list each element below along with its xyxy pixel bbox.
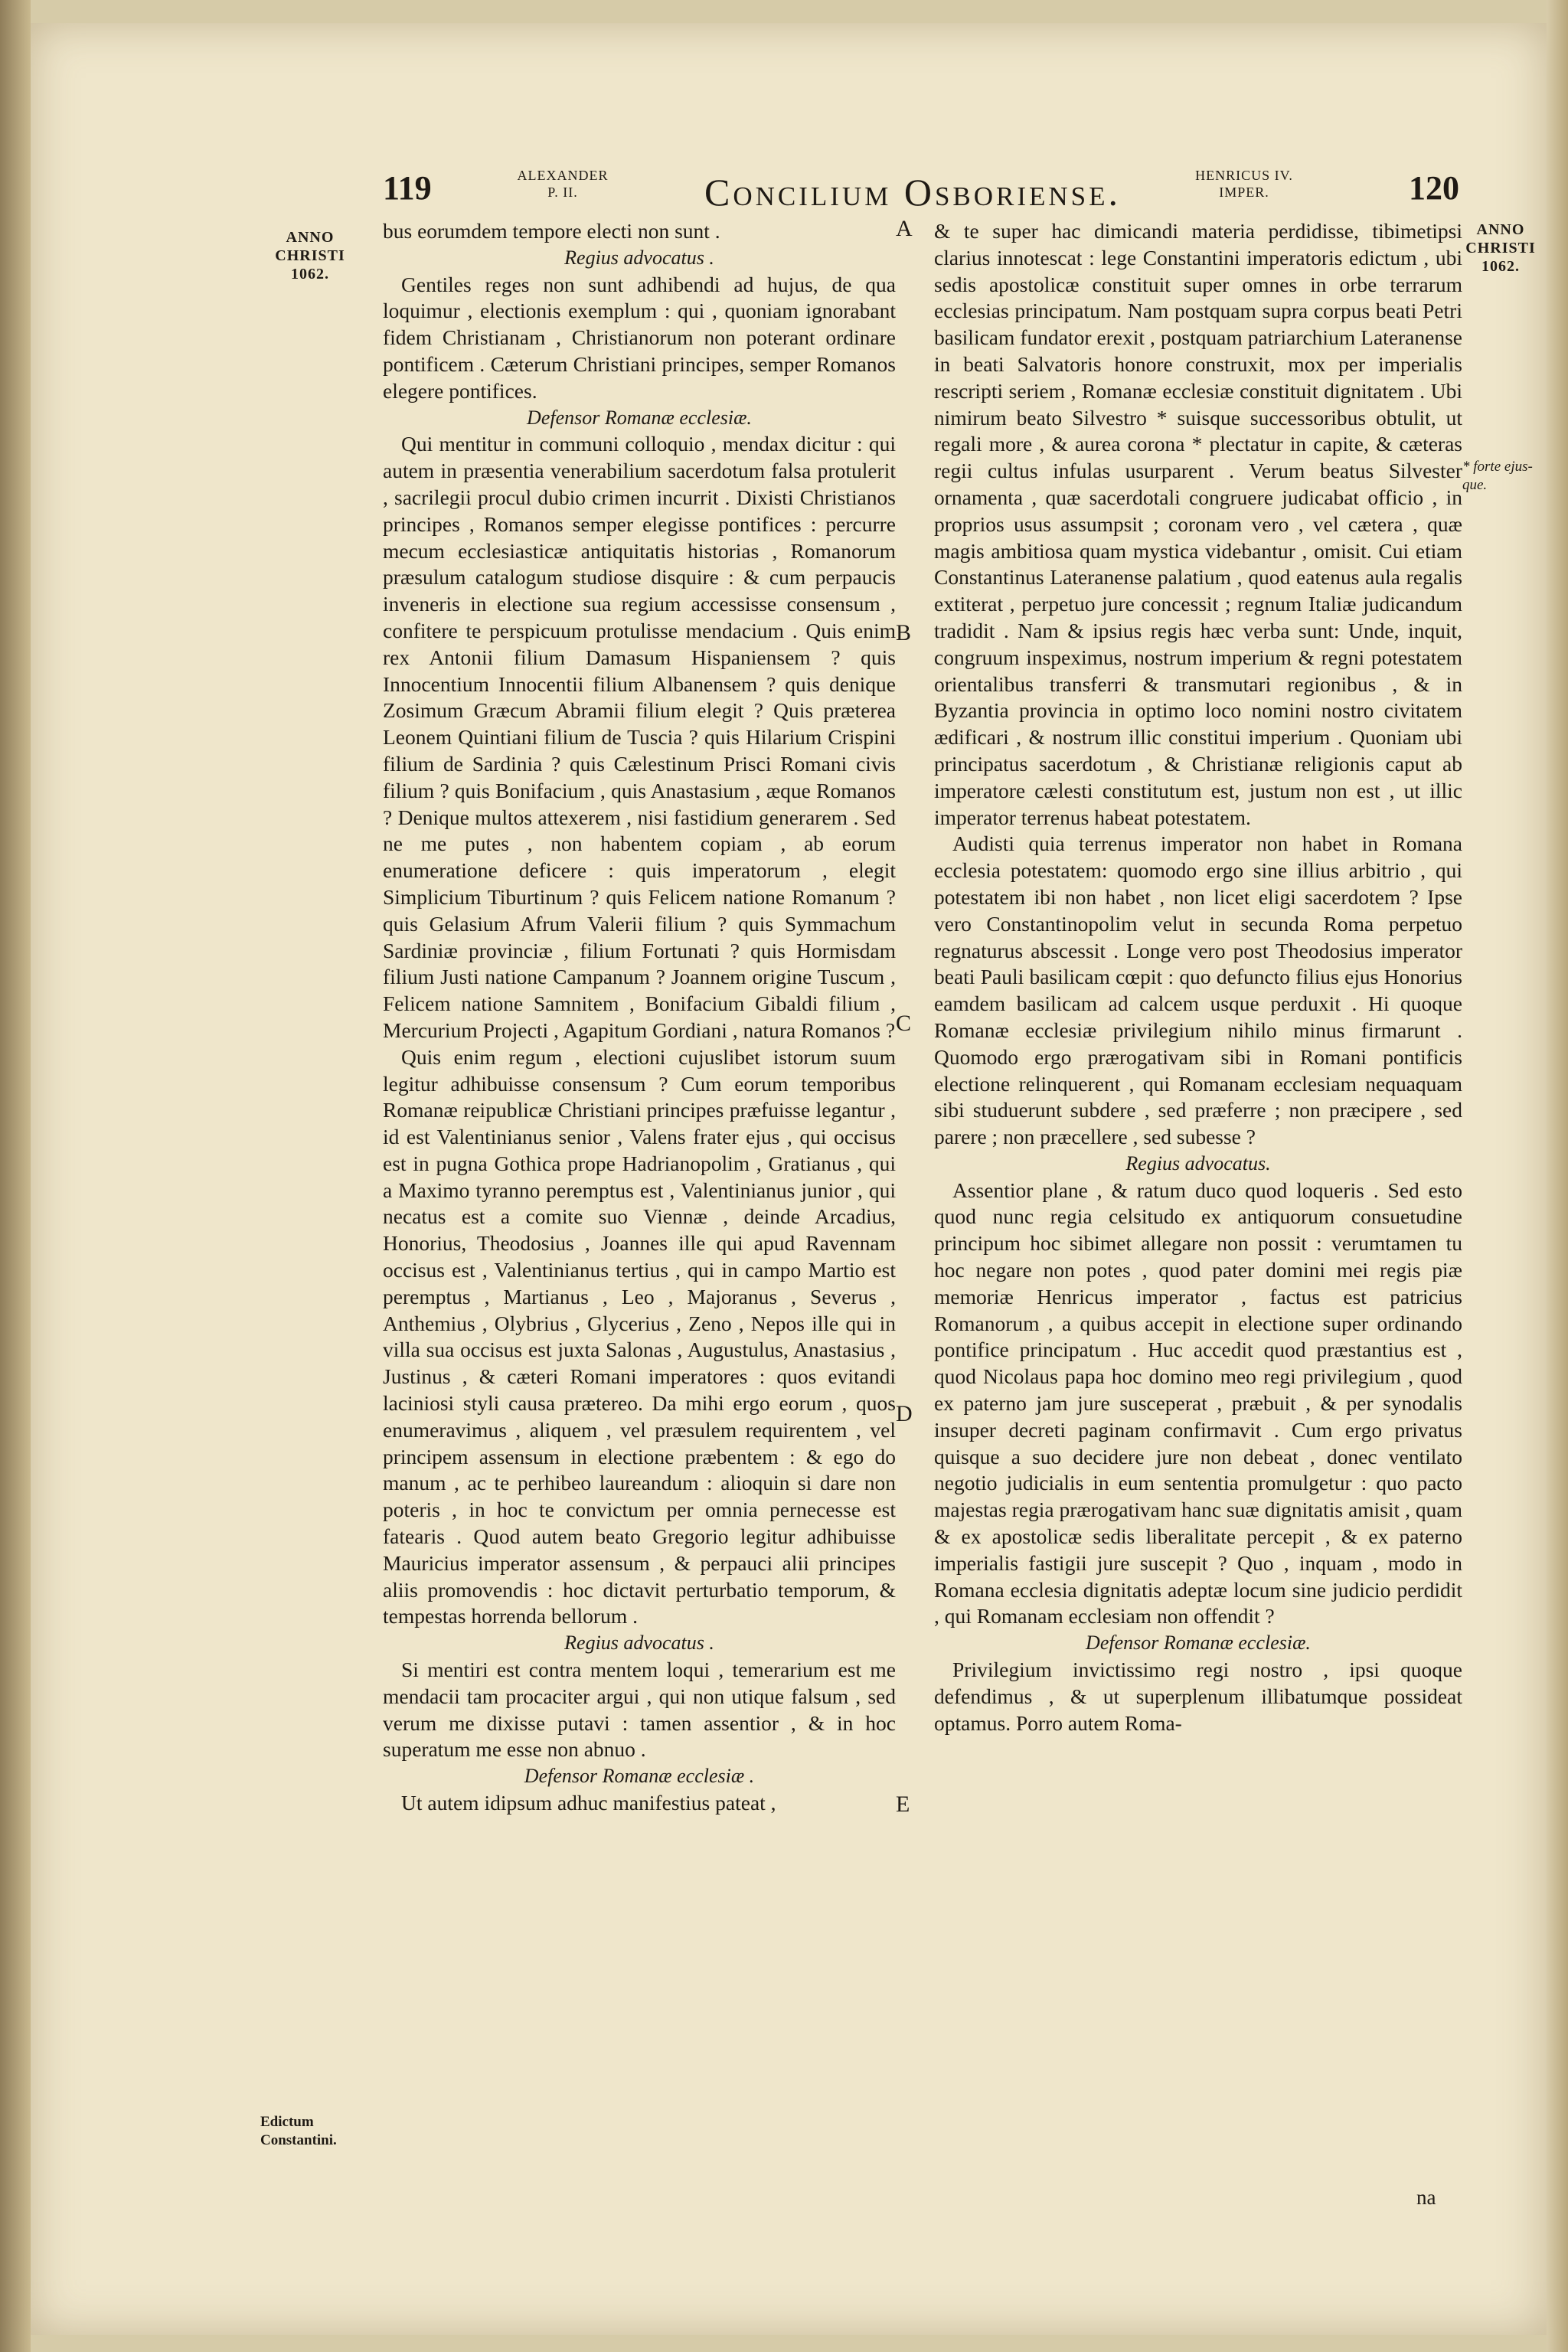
paragraph: Privilegium invictissimo regi nostro , ipsi quoque defendimus , & ut superplenum illibatumque possideat optamus. Porro autem Roma-	[934, 1658, 1462, 1735]
speaker-heading: Regius advocatus.	[1125, 1152, 1271, 1174]
speaker-heading: Regius advocatus .	[564, 246, 714, 269]
section-letter-d: D	[896, 1401, 913, 1426]
section-letter-c: C	[896, 1011, 912, 1036]
speaker-heading: Regius advocatus .	[564, 1632, 714, 1655]
section-letter-b: B	[896, 620, 912, 645]
paragraph: bus eorumdem tempore electi non sunt .	[383, 219, 720, 243]
edict-margin-note: Edictum Constantini.	[260, 2114, 337, 2148]
page-title: Concilium Osboriense.	[704, 171, 1122, 214]
left-text-column	[383, 218, 896, 1817]
forte-margin-note: * forte ejus- que.	[1462, 459, 1533, 493]
left-running-head: ALEXANDER P. II.	[517, 168, 609, 200]
paragraph: & te super hac dimicandi materia perdidisse, tibimetipsi clarius innotescat : lege Constantini imperatoris edictum , ubi sedis apostolicæ constituit super omnes in orbe terrarum ecclesias principatum. Nam postquam supra corpus beati Petri basilicam fundator erexit , postquam patriarchium Lateranense in beati Salvatoris honore construxit, mox per imperialis rescripti seriem , Romanæ ecclesiæ constituit dignitatem . Ubi nimirum beato Silvestro * suisque successoribus obtulit, ut regali more , & aurea corona * plectatur in capite, & cæteras regii cultus infulas usurparent . Verum beatus Silvester ornamenta , quæ sacerdotali congruere judicabat officio , in proprios usus assumpsit ; coronam vero , vel cætera , quæ magis ambitiosa quam mystica videbantur , omisit. Cui etiam Constantinus Lateranense palatium , quod eatenus aula regalis extiterat , perpetuo jure concessit ; regnum Italiæ judicandum tradidit . Nam & ipsius regis hæc verba sunt: Unde, inquit, congruum inspeximus, nostrum imperium & regni potestatem orientalibus transferri & transmutari regionibus , & in Byzantia provincia in optimo loco nomini nostro civitatem ædificari , & nostrum illic constitui imperium . Quoniam ubi principatus sacerdotum , & Christianæ religionis caput ab imperatore cælesti constitutum est, justum non est , ut illic imperator terrenus habeat potestatem.	[934, 219, 1462, 829]
paragraph: Si mentiri est contra mentem loqui , temerarium est me mendacii tam procaciter argui , qui non utique falsum , sed verum me dixisse putavi : tamen assentior , & in hoc superatum me esse non abnuo .	[383, 1658, 896, 1762]
catchword: na	[1416, 2186, 1436, 2209]
section-letter-a: A	[896, 216, 913, 241]
section-letter-e: E	[896, 1792, 910, 1817]
speaker-heading: Defensor Romanæ ecclesiæ .	[524, 1765, 755, 1788]
speaker-heading: Defensor Romanæ ecclesiæ.	[527, 406, 752, 429]
speaker-heading: Defensor Romanæ ecclesiæ.	[1086, 1632, 1311, 1655]
right-page-number: 120	[1409, 169, 1459, 207]
paragraph: Ut autem idipsum adhuc manifestius pateat ,	[401, 1791, 776, 1815]
left-page-number: 119	[383, 169, 432, 207]
paragraph: Audisti quia terrenus imperator non habet in Romana ecclesia potestatem: quomodo ergo sine illius arbitrio , qui potestatem ibi non habet , non licet eligi sacerdotem ? Ipse vero Constantinopolim velut in secunda Roma perpetuo regnaturus abscessit . Longe vero post Theodosius imperator beati Pauli basilicam cœpit : quo defuncto filius ejus Honorius eamdem basilicam ad calcem usque perduxit . Hi quoque Romanæ ecclesiæ privilegium nihilo minus firmarunt . Quomodo ergo prærogativam sibi in Romani pontificis electione relinquerent , qui Romanam ecclesiam nequaquam sibi studuerunt subdere , sed præferre ; non præcipere , sed parere ; non præcellere , sed subesse ?	[934, 831, 1462, 1149]
book-gutter	[0, 0, 31, 2352]
right-running-head: HENRICUS IV. IMPER.	[1195, 168, 1293, 200]
paragraph: Quis enim regum , electioni cujuslibet istorum suum legitur adhibuisse consensum ? Cum eorum temporibus Romanæ reipublicæ Christiani principes præfuisse legantur , id est Valentinianus senior , Valens frater ejus , qui occisus est in pugna Gothica prope Hadrianopolim , Gratianus , qui a Maximo tyranno peremptus est , Valentinianus junior , qui necatus est a comite suo Viennæ , deinde Arcadius, Honorius, Theodosius , Joannes ille qui apud Ravennam occisus est , Valentinianus tertius , qui in campo Martio est peremptus , Martianus , Leo , Majoranus , Severus , Anthemius , Olybrius , Glycerius , Zeno , Nepos ille qui in villa sua occisus est juxta Salonas , Augustulus, Anastasius , Justinus , & cæteri Romani imperatores : quos evitandi laciniosi styli causa prætereo. Da mihi ergo eorum , quos enumeravimus , aliquem , vel præsulem requirentem , vel principem assensum in electione præbentem : & ego do manum , ac te perhibeo laureandum : alioquin si dare non poteris , in hoc te convictum per omnia pernecesse est fatearis . Quod autem beato Gregorio legitur adhibuisse Mauricius imperator assensum , & perpauci alii principes aliis promovendis : hoc dictavit perturbatio temporum, & tempestas horrenda bellorum .	[383, 1044, 896, 1628]
right-margin-year: ANNO CHRISTI 1062.	[1465, 221, 1536, 275]
paragraph: Assentior plane , & ratum duco quod loqueris . Sed esto quod nunc regia celsitudo ex antiquorum consuetudine principum hoc sibimet allegare non possit : verumtamen tu hoc negare non potes , quod pater domini mei regis piæ memoriæ Henricus imperator , factus est patricius Romanorum , a quibus accepit in electione super ordinando pontifice principatum . Huc accedit quod præstantius est , quod Nicolaus papa hoc domino meo regi privilegium , quod ex paterno jam jure susceperat , præbuit , & per synodalis insuper decreti paginam confirmavit . Cum ergo privatus quisque a suo decidere jure non debeat , donec ventilato negotio judicialis in eum sententia promulgetur : quo pacto majestas regia prærogativam hanc suæ dignitatis amisit , quam & ex apostolicæ sedis liberalitate percepit , & ex paterno imperialis fastigii jure suscepit ? Quo , inquam , modo in Romana ecclesia dignitatis adeptæ locum sine judicio perdidit , qui Romanam ecclesiam non offendit ?	[934, 1178, 1462, 1628]
paragraph: Gentiles reges non sunt adhibendi ad hujus, de qua loquimur , electionis exemplum : qui , quoniam ignorabant fidem Christianam , Christianorum non poterant ordinare pontificem . Cæterum Christiani principes, semper Romanos elegere pontifices.	[383, 272, 896, 403]
page-edge	[1547, 0, 1568, 2352]
book-page	[31, 23, 1547, 2335]
paragraph: Qui mentitur in communi colloquio , mendax dicitur : qui autem in præsentia venerabilium sacerdotum falsa protulerit , sacrilegii procul dubio crimen incurrit . Dixisti Christianos principes , Romanos semper elegisse pontifices : percurre mecum ecclesiasticæ antiquitatis historias , Romanorum præsulum catalogum studiose disquire : & cum perpaucis inveneris in electione sua regium accessisse consensum , confitere te perspicuum protulisse mendacium . Quis enim rex Antonii filium Damasum Hispaniensem ? quis Innocentium Innocentii filium Albanensem ? quis denique Zosimum Græcum Abramii filium elegit ? Quis præterea Leonem Quintiani filium de Tuscia ? quis Hilarium Crispini filium de Sardinia ? quis Cælestinum Prisci Romani civis filium ? quis Bonifacium , quis Anastasium , æque Romanos ? Denique multos attexerem , nisi fastidium generarem . Sed ne me putes , non habentem copiam , ab eorum enumeratione deficere : quis imperatorum , elegit Simplicium Tiburtinum ? quis Felicem natione Romanum ? quis Gelasium Afrum Valerii filium ? quis Symmachum Sardiniæ provinciæ , filium Fortunati ? quis Hormisdam filium Justi natione Campanum ? Joannem origine Tuscum , Felicem natione Samnitem , Bonifacium Gibaldi filium , Mercurium Projecti , Agapitum Gordiani , natura Romanos ?	[383, 432, 896, 1042]
running-header	[31, 138, 1547, 214]
left-margin-year: ANNO CHRISTI 1062.	[275, 229, 345, 283]
right-text-column	[934, 218, 1462, 1736]
